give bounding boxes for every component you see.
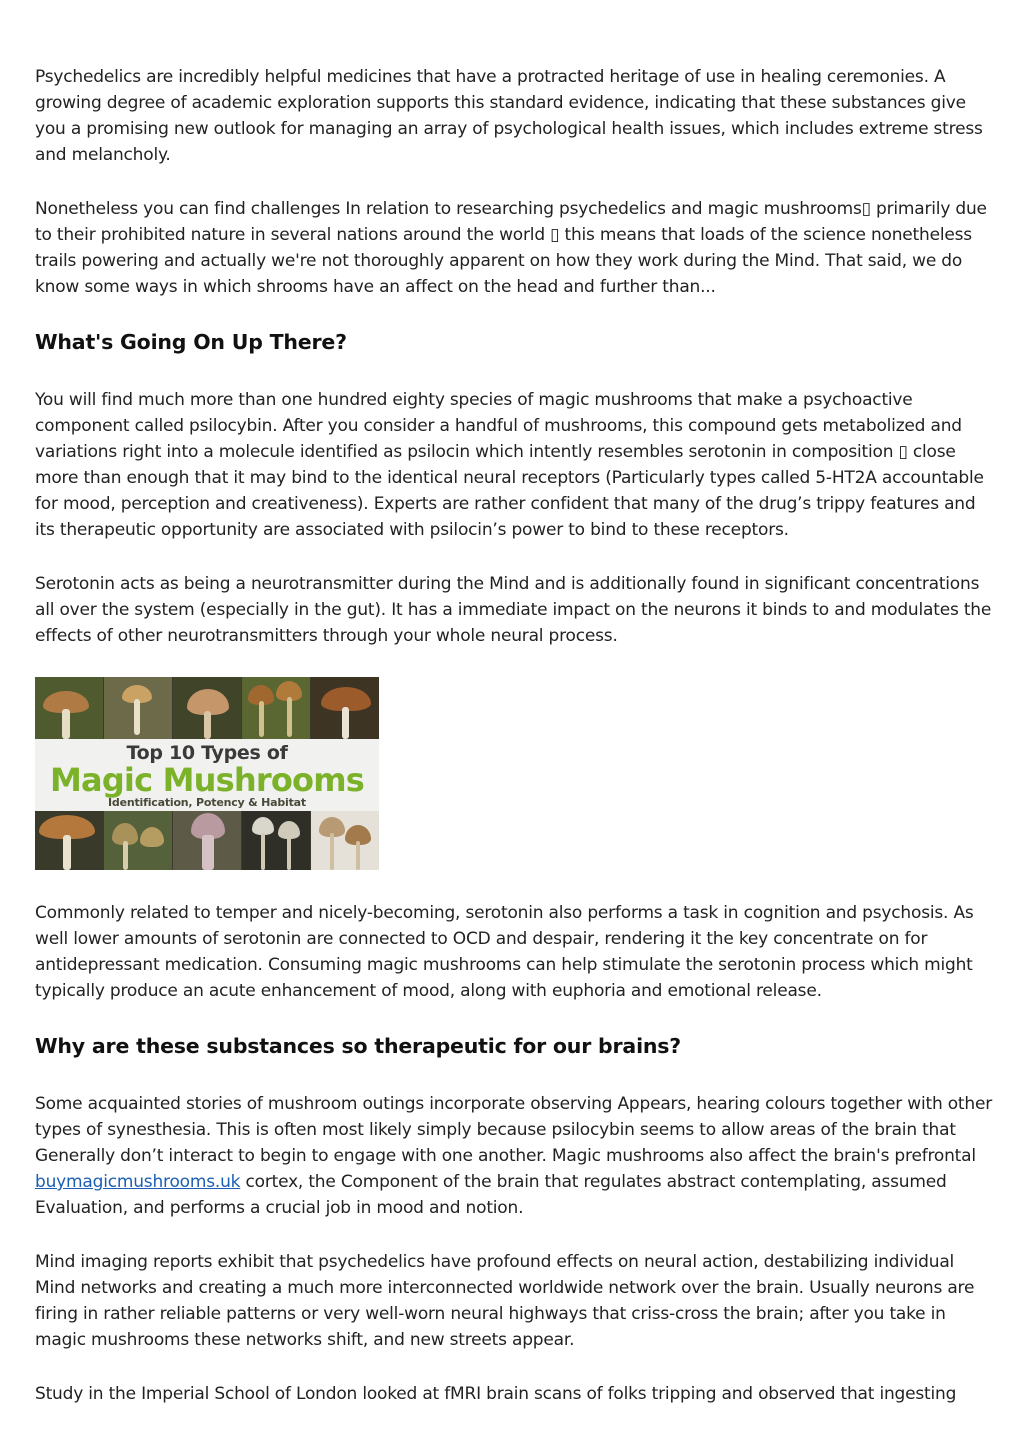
- mushroom-photo: [311, 677, 379, 739]
- paragraph-text: Some acquainted stories of mushroom outings incorporate observing Appears, hearing colours together with other types of synesthesia. This is often most likely simply because psilocybin seems to allow areas of the brain that Generally don’t interact to begin to engage with one another. Magic mushrooms also affect the brain's prefrontal: [35, 1094, 993, 1166]
- mushroom-photo: [173, 811, 241, 870]
- mushroom-photo: [35, 677, 103, 739]
- collage-subtitle: Identification, Potency & Habitat: [108, 796, 306, 809]
- paragraph: You will find much more than one hundred eighty species of magic mushrooms that make a psychoactive component called psilocybin. After you consider a handful of mushrooms, this compound gets metabolized and variations right into a molecule identified as psilocin which intently resembles serotonin in composition ▯ close more than enough that it may bind to the identical neural receptors (Particularly types called 5-HT2A accountable for mood, perception and creativeness). Experts are rather confident that many of the drug’s trippy features and its therapeutic opportunity are associated with psilocin’s power to bind to these receptors.: [35, 390, 984, 540]
- buymagicmushrooms-link[interactable]: buymagicmushrooms.uk: [35, 1172, 241, 1192]
- paragraph: [35, 1091, 995, 1221]
- mushroom-photo: [104, 677, 172, 739]
- mushroom-photo: [242, 811, 310, 870]
- article-body: [35, 64, 995, 1407]
- paragraph: Psychedelics are incredibly helpful medicines that have a protracted heritage of use in healing ceremonies. A growing degree of academic exploration supports this standard evidence, indicating that these substances give you a promising new outlook for managing an array of psychological health issues, which includes extreme stress and melancholy.: [35, 67, 983, 165]
- paragraph: Serotonin acts as being a neurotransmitter during the Mind and is additionally found in significant concentrations all over the system (especially in the gut). It has a immediate impact on the neurons it binds to and modulates the effects of other neurotransmitters through your whole neural process.: [35, 574, 992, 646]
- collage-title-banner: [35, 739, 379, 811]
- section-heading: What's Going On Up There?: [35, 330, 347, 354]
- mushroom-collage-image: [35, 677, 379, 870]
- paragraph: Nonetheless you can find challenges In relation to researching psychedelics and magic mushrooms▯ primarily due to their prohibited nature in several nations around the world ▯ this means that loads of the science nonetheless trails powering and actually we're not thoroughly apparent on how they work during the Mind. That said, we do know some ways in which shrooms have an affect on the head and further than...: [35, 199, 987, 297]
- section-heading: Why are these substances so therapeutic for our brains?: [35, 1034, 681, 1058]
- mushroom-photo: [242, 677, 310, 739]
- mushroom-photo: [173, 677, 241, 739]
- paragraph: Mind imaging reports exhibit that psychedelics have profound effects on neural action, destabilizing individual Mind networks and creating a much more interconnected worldwide network over the brain. Usually neurons are firing in rather reliable patterns or very well-worn neural highways that criss-cross the brain; after you take in magic mushrooms these networks shift, and new streets appear.: [35, 1252, 975, 1350]
- mushroom-photo: [104, 811, 172, 870]
- mushroom-photo: [311, 811, 379, 870]
- mushroom-photo: [35, 811, 103, 870]
- paragraph: Commonly related to temper and nicely-becoming, serotonin also performs a task in cognition and psychosis. As well lower amounts of serotonin are connected to OCD and despair, rendering it the key concentrate on for antidepressant medication. Consuming magic mushrooms can help stimulate the serotonin process which might typically produce an acute enhancement of mood, along with euphoria and emotional release.: [35, 903, 974, 1001]
- paragraph-text: cortex, the Component of the brain that regulates abstract contemplating, assumed Evaluation, and performs a crucial job in mood and notion.: [35, 1172, 947, 1218]
- collage-title-main: Magic Mushrooms: [49, 761, 365, 799]
- collage-title-line: Top 10 Types of: [126, 742, 288, 764]
- paragraph: Study in the Imperial School of London looked at fMRI brain scans of folks tripping and observed that ingesting: [35, 1384, 957, 1404]
